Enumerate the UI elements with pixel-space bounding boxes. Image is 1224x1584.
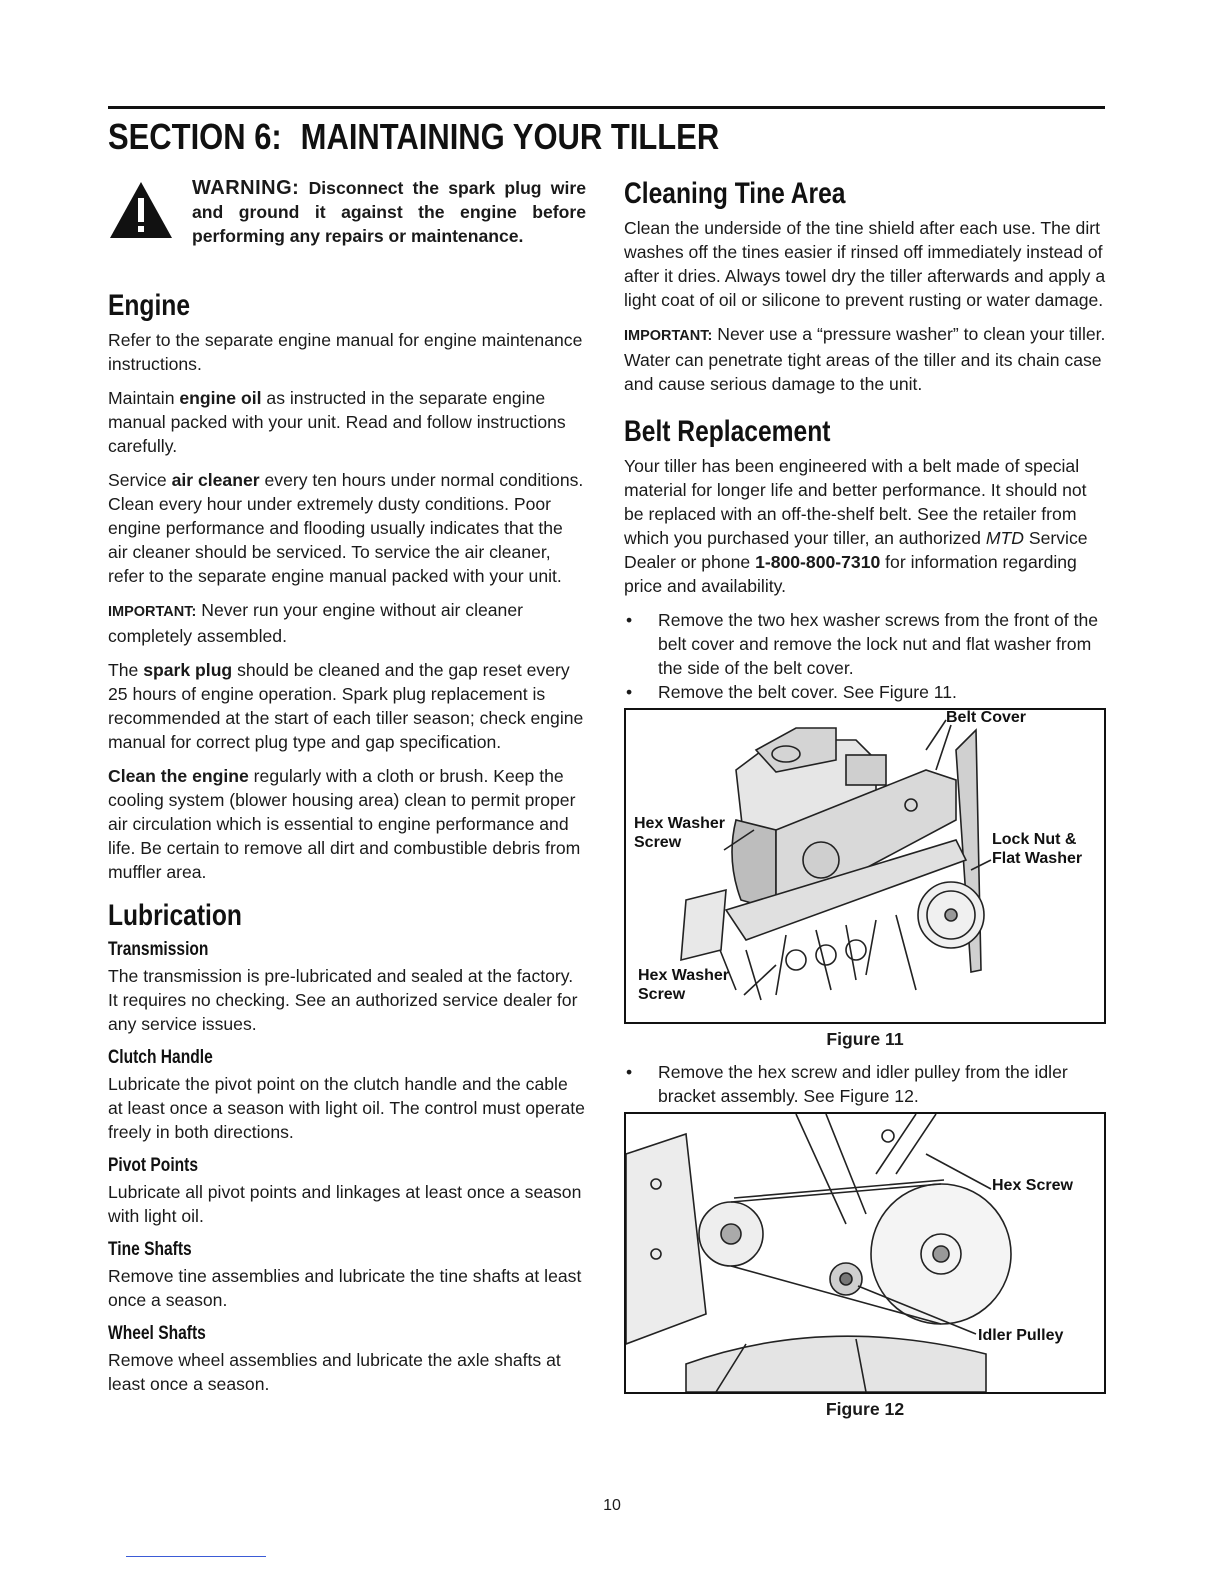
right-column (624, 176, 1106, 1430)
label-hex-washer-bottom: Hex Washer Screw (638, 967, 729, 1003)
label-hex-screw: Hex Screw (992, 1177, 1073, 1194)
wheel-shafts-heading: Wheel Shafts (108, 1323, 206, 1344)
engine-p3: Service air cleaner every ten hours under normal conditions. Clean every hour under extremely dusty conditions. Poor engine performance and flooding usually indicates that the air cleaner should be serviced. To service the air cleaner, refer to the separate engine manual packed with your unit. (108, 470, 584, 586)
label-idler-pulley: Idler Pulley (978, 1327, 1064, 1344)
transmission-heading: Transmission (108, 939, 209, 960)
engine-p4: IMPORTANT: Never run your engine without air cleaner completely assembled. (108, 600, 523, 646)
bottom-underline (126, 1556, 266, 1557)
engine-p6: Clean the engine regularly with a cloth or brush. Keep the cooling system (blower housing area) clean to permit proper air circulation which is essential to engine performance and life. Be certain to remove all dirt and combustible debris from muffler area. (108, 766, 581, 882)
cleaning-p2: IMPORTANT: Never use a “pressure washer” to clean your tiller. Water can penetrate tight areas of the tiller and its chain case and cause serious damage to the unit. (624, 324, 1106, 394)
label-belt-cover: Belt Cover (946, 709, 1027, 726)
wheel-shafts-text: Remove wheel assemblies and lubricate the axle shafts at least once a season. (108, 1350, 561, 1394)
belt-steps-1 (624, 608, 1106, 704)
page-number: 10 (603, 1497, 621, 1514)
transmission-text: The transmission is pre-lubricated and sealed at the factory. It requires no checking. See an authorized service dealer for any service issues. (108, 966, 578, 1034)
figure-11-caption: Figure 11 (826, 1029, 904, 1049)
belt-steps-2 (624, 1060, 1106, 1108)
engine-p5: The spark plug should be cleaned and the gap reset every 25 hours of engine operation. Spark plug replacement is recommended at the start of each tiller season; check engine manual for correct plug type and gap specification. (108, 660, 584, 752)
label-lock-nut: Lock Nut & Flat Washer (992, 831, 1083, 867)
label-hex-washer-top: Hex Washer Screw (634, 815, 725, 851)
clutch-handle-heading: Clutch Handle (108, 1047, 213, 1068)
section-title: SECTION 6: MAINTAINING YOUR TILLER (108, 116, 720, 157)
engine-p2: Maintain engine oil as instructed in the separate engine manual packed with your unit. Read and follow instructions carefully. (108, 388, 566, 456)
belt-step-2: • Remove the belt cover. See Figure 11. (624, 680, 1106, 704)
figure-12 (624, 1112, 1106, 1394)
belt-step-3: • Remove the hex screw and idler pulley from the idler bracket assembly. See Figure 12. (624, 1060, 1106, 1108)
pivot-points-heading: Pivot Points (108, 1155, 199, 1176)
belt-p1: Your tiller has been engineered with a belt made of special material for longer life and better performance. It should not be replaced with an off-the-shelf belt. See the retailer from which you purchased your tiller, an authorized MTD Service Dealer or phone 1-800-800-7310 for information regarding price and availability. (624, 456, 1088, 596)
tine-shafts-text: Remove tine assemblies and lubricate the tine shafts at least once a season. (108, 1266, 582, 1310)
figure-12-caption: Figure 12 (825, 1399, 905, 1419)
warning-text: WARNING: Disconnect the spark plug wire and ground it against the engine before performing any repairs or maintenance. (192, 177, 586, 246)
engine-heading: Engine (108, 289, 191, 322)
left-column (108, 176, 586, 1406)
belt-step-1: • Remove the two hex washer screws from the front of the belt cover and remove the lock nut and flat washer from the side of the belt cover. (624, 608, 1106, 680)
idler-pulley-illustration (626, 1114, 1104, 1392)
figure-11 (624, 708, 1106, 1024)
pivot-points-text: Lubricate all pivot points and linkages at least once a season with light oil. (108, 1182, 582, 1226)
warning-block (108, 176, 586, 266)
warning-triangle-icon (108, 180, 174, 240)
tine-shafts-heading: Tine Shafts (108, 1239, 192, 1260)
cleaning-heading: Cleaning Tine Area (624, 177, 846, 210)
lubrication-heading: Lubrication (108, 899, 242, 932)
belt-heading: Belt Replacement (624, 415, 831, 448)
clutch-handle-text: Lubricate the pivot point on the clutch handle and the cable at least once a season with light oil. The control must operate freely in both directions. (108, 1074, 585, 1142)
engine-p1: Refer to the separate engine manual for engine maintenance instructions. (108, 330, 583, 374)
top-rule (108, 106, 1105, 109)
cleaning-p1: Clean the underside of the tine shield after each use. The dirt washes off the tines easier if rinsed off immediately instead of after it dries. Always towel dry the tiller afterwards and apply a light coat of oil or silicone to prevent rusting or water damage. (624, 218, 1106, 310)
